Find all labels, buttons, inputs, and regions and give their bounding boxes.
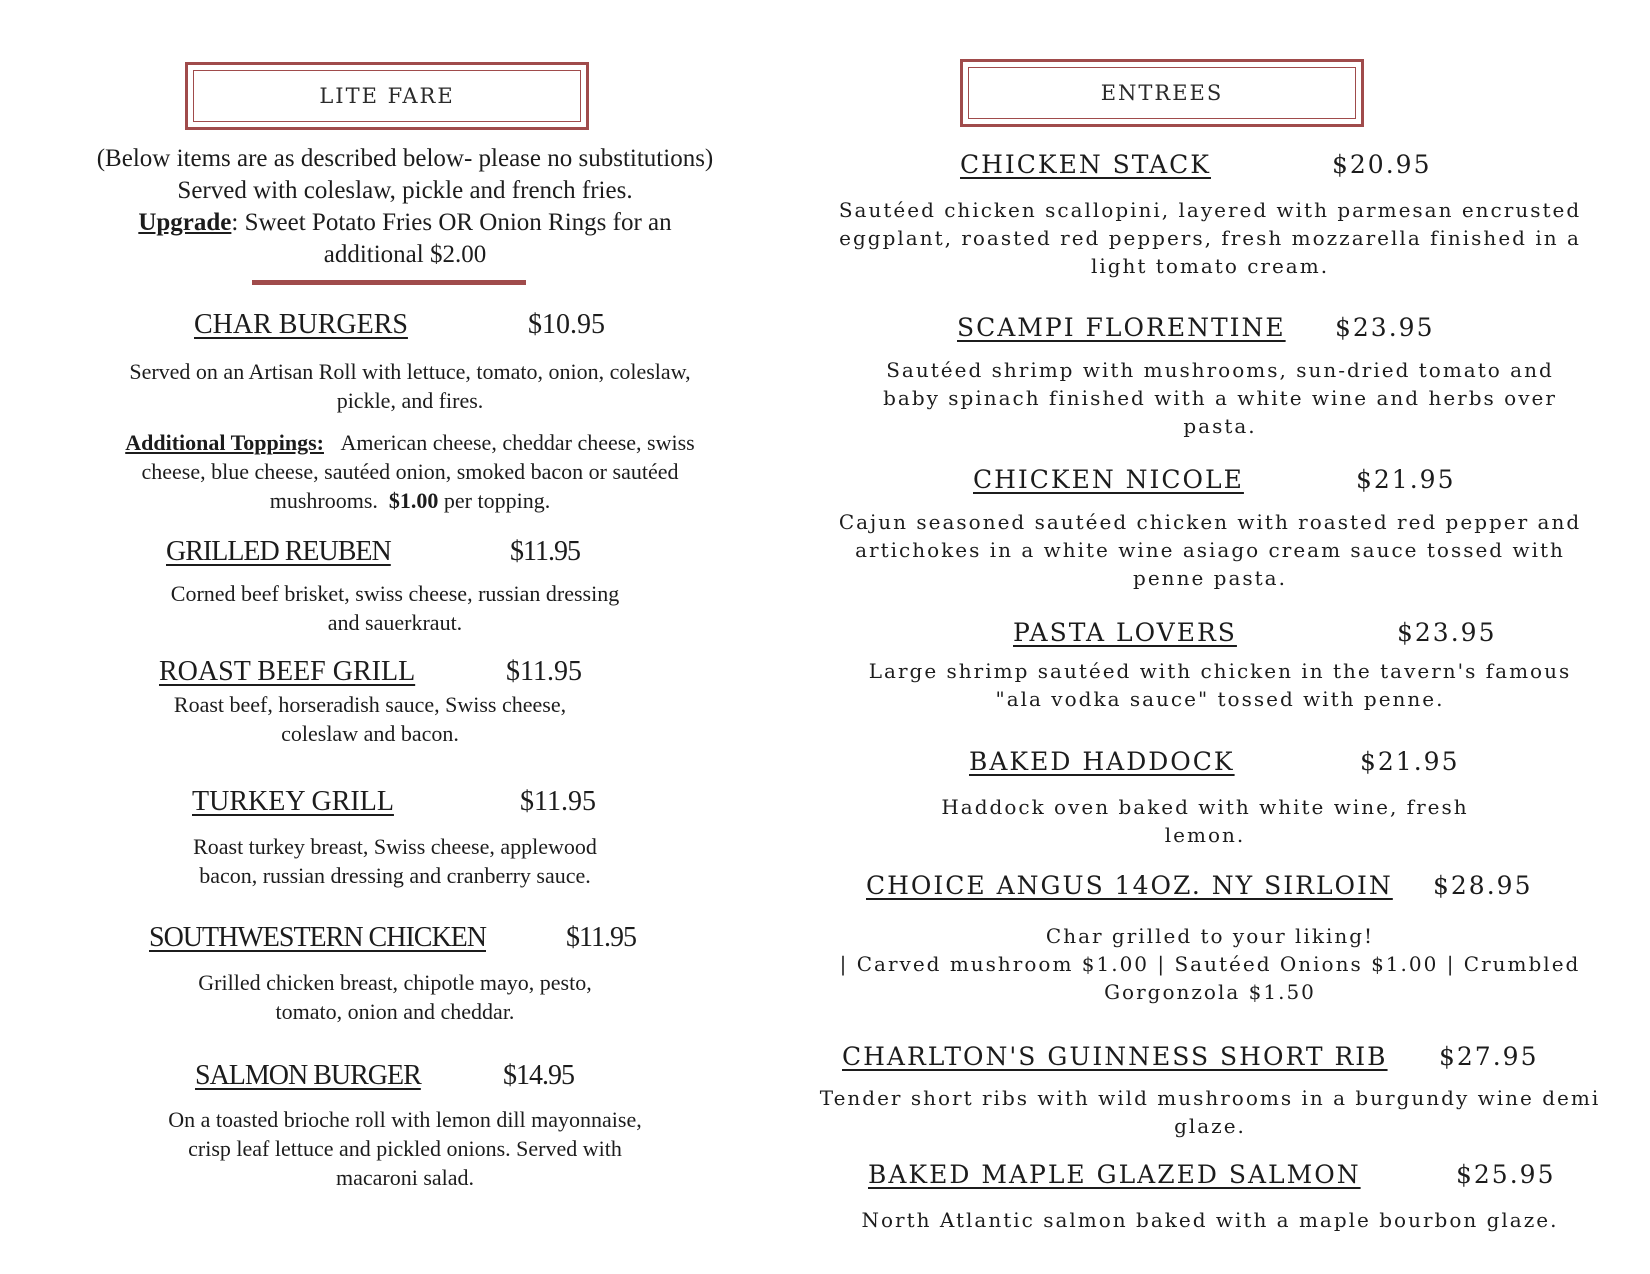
item-price-turkey-grill: $11.95 (520, 786, 596, 817)
desc-line: Tender short ribs with wild mushrooms in a burgundy wine demi (819, 1086, 1601, 1110)
desc-line: eggplant, roasted red peppers, fresh mozzarella finished in a (839, 226, 1581, 250)
item-name-char-burgers: CHAR BURGERS (194, 309, 408, 340)
item-name-salmon-burger: SALMON BURGER (195, 1060, 421, 1091)
item-price-salmon-burger: $14.95 (503, 1060, 574, 1091)
desc-line: and sauerkraut. (327, 610, 463, 635)
lite-fare-header (185, 62, 589, 130)
entree-price-scampi-florentine: $23.95 (1335, 313, 1435, 342)
desc-line: Char grilled to your liking! (1045, 924, 1375, 948)
item-desc-grilled-reuben (50, 579, 740, 637)
desc-line: baby spinach finished with a white wine and herbs over (883, 386, 1557, 410)
entree-price-chicken-stack: $20.95 (1332, 150, 1432, 179)
entrees-header-label: ENTREES (968, 67, 1356, 119)
entree-desc-maple-salmon (800, 1206, 1620, 1234)
entree-desc-baked-haddock (860, 793, 1550, 849)
desc-line: Sautéed shrimp with mushrooms, sun-dried tomato and (886, 358, 1554, 382)
entrees-header (960, 59, 1364, 127)
entree-desc-short-rib (790, 1084, 1630, 1140)
desc-line: Corned beef brisket, swiss cheese, russian dressing (170, 581, 620, 606)
toppings-line-1 (50, 428, 770, 457)
entree-price-pasta-lovers: $23.95 (1397, 618, 1497, 647)
desc-line: North Atlantic salmon baked with a maple bourbon glaze. (861, 1208, 1559, 1232)
item-price-roast-beef-grill: $11.95 (506, 656, 582, 687)
desc-line: tomato, onion and cheddar. (275, 999, 515, 1024)
entree-name-ny-sirloin: CHOICE ANGUS 14OZ. NY SIRLOIN (866, 871, 1393, 900)
upgrade-text: : Sweet Potato Fries OR Onion Rings for an (231, 209, 672, 236)
entree-price-baked-haddock: $21.95 (1360, 747, 1460, 776)
entree-name-pasta-lovers: PASTA LOVERS (1013, 618, 1237, 647)
desc-line: Large shrimp sautéed with chicken in the tavern's famous (868, 659, 1572, 683)
item-price-char-burgers: $10.95 (528, 309, 605, 340)
desc-line: glaze. (1174, 1114, 1246, 1138)
desc-line: artichokes in a white wine asiago cream sauce tossed with (855, 538, 1565, 562)
upgrade-label: Upgrade (138, 209, 232, 236)
entree-name-chicken-nicole: CHICKEN NICOLE (973, 465, 1244, 494)
item-price-southwestern-chicken: $11.95 (566, 922, 636, 953)
item-name-roast-beef-grill: ROAST BEEF GRILL (159, 656, 416, 687)
intro-line-1: (Below items are as described below- please no substitutions) (96, 145, 714, 172)
item-price-grilled-reuben: $11.95 (510, 536, 580, 567)
desc-line: | Carved mushroom $1.00 | Sautéed Onions $1.00 | Crumbled (839, 952, 1581, 976)
item-desc-roast-beef-grill (50, 690, 690, 748)
toppings-text: per topping. (443, 488, 551, 513)
desc-line: pasta. (1183, 414, 1257, 438)
desc-line: bacon, russian dressing and cranberry sauce. (199, 863, 591, 888)
item-desc-salmon-burger (50, 1105, 760, 1192)
lite-fare-header-label: LITE FARE (193, 70, 581, 122)
toppings-line-2: cheese, blue cheese, sautéed onion, smoked bacon or sautéed (141, 459, 679, 484)
entree-name-chicken-stack: CHICKEN STACK (960, 150, 1211, 179)
item-name-grilled-reuben: GRILLED REUBEN (166, 536, 391, 567)
desc-line: "ala vodka sauce" tossed with penne. (995, 687, 1445, 711)
toppings-line-3 (50, 486, 770, 515)
desc-line: Roast beef, horseradish sauce, Swiss cheese, (173, 692, 567, 717)
desc-line: Cajun seasoned sautéed chicken with roasted red pepper and (838, 510, 1582, 534)
entree-name-short-rib: CHARLTON'S GUINNESS SHORT RIB (842, 1042, 1388, 1071)
item-name-southwestern-chicken: SOUTHWESTERN CHICKEN (149, 922, 486, 953)
desc-line: On a toasted brioche roll with lemon dill mayonnaise, (168, 1107, 642, 1132)
desc-line: Haddock oven baked with white wine, fresh (941, 795, 1469, 819)
desc-line: penne pasta. (1133, 566, 1287, 590)
entree-price-chicken-nicole: $21.95 (1356, 465, 1456, 494)
toppings-text: American cheese, cheddar cheese, swiss (340, 430, 695, 455)
item-name-turkey-grill: TURKEY GRILL (192, 786, 394, 817)
desc-line: coleslaw and bacon. (281, 721, 459, 746)
entree-price-ny-sirloin: $28.95 (1433, 871, 1533, 900)
desc-line: Roast turkey breast, Swiss cheese, applewood (193, 834, 597, 859)
item-desc-char-burgers (50, 357, 770, 415)
desc-line: macaroni salad. (335, 1165, 475, 1190)
entree-desc-ny-sirloin (800, 922, 1620, 1006)
entree-desc-scampi-florentine (820, 356, 1620, 440)
entree-price-short-rib: $27.95 (1439, 1042, 1539, 1071)
entree-desc-pasta-lovers (820, 657, 1620, 713)
upgrade-line-2: additional $2.00 (323, 241, 487, 268)
desc-line: light tomato cream. (1090, 254, 1330, 278)
entree-name-scampi-florentine: SCAMPI FLORENTINE (957, 313, 1286, 342)
additional-toppings (50, 428, 770, 515)
toppings-label: Additional Toppings: (125, 430, 324, 455)
item-desc-turkey-grill (50, 832, 740, 890)
desc-line: Grilled chicken breast, chipotle mayo, pesto, (198, 970, 592, 995)
desc-line: lemon. (1164, 823, 1246, 847)
lite-fare-intro (40, 143, 770, 271)
toppings-text: mushrooms. (269, 488, 378, 513)
upgrade-line (40, 207, 770, 239)
entree-name-maple-salmon: BAKED MAPLE GLAZED SALMON (868, 1160, 1361, 1189)
entree-price-maple-salmon: $25.95 (1456, 1160, 1556, 1189)
desc-line: pickle, and fires. (336, 388, 484, 413)
desc-line: Served on an Artisan Roll with lettuce, tomato, onion, coleslaw, (129, 359, 691, 384)
entree-desc-chicken-nicole (795, 508, 1625, 592)
toppings-price: $1.00 (388, 488, 439, 513)
lite-fare-divider (252, 280, 526, 285)
intro-line-2: Served with coleslaw, pickle and french fries. (177, 177, 633, 204)
desc-line: Gorgonzola $1.50 (1104, 980, 1316, 1004)
item-desc-southwestern-chicken (50, 968, 740, 1026)
desc-line: Sautéed chicken scallopini, layered with parmesan encrusted (838, 198, 1582, 222)
entree-desc-chicken-stack (800, 196, 1620, 280)
desc-line: crisp leaf lettuce and pickled onions. Served with (188, 1136, 622, 1161)
entree-name-baked-haddock: BAKED HADDOCK (969, 747, 1235, 776)
